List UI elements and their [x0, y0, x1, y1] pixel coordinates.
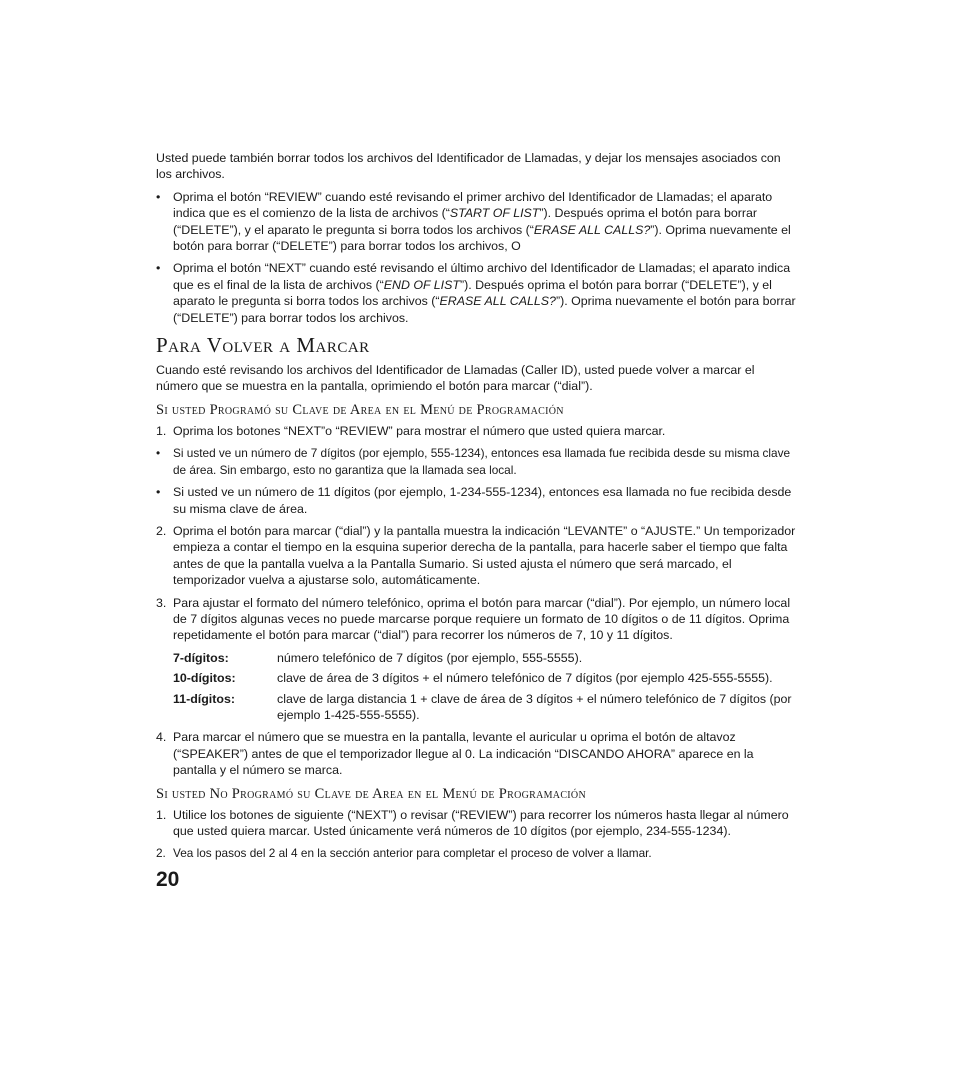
format-description: clave de área de 3 dígitos + el número telefónico de 7 dígitos (por ejemplo 425-555-5555).: [277, 671, 773, 686]
bullet-text: Oprima el botón “NEXT” cuando esté revisando el último archivo del Identificador de Llamadas; el aparato indica que es el final de la lista de archivos (“: [173, 261, 791, 292]
bullet-marker: •: [156, 189, 161, 204]
format-term: 7-dígitos:: [173, 650, 229, 665]
step-text: Oprima los botones “NEXT”o “REVIEW” para mostrar el número que usted quiera marcar.: [173, 423, 666, 438]
bullet-text: ”). Después oprima el botón para borrar (“DELETE”), y el aparato le pregunta si borra todos los archivos (“: [173, 277, 772, 309]
display-text: START OF LIST: [449, 206, 540, 221]
format-description: número telefónico de 7 dígitos (por ejemplo, 555-5555).: [277, 650, 583, 665]
step-number: 2.: [156, 846, 166, 861]
bullet-marker: •: [156, 261, 161, 276]
step-number: 4.: [156, 730, 167, 745]
step-text: Para ajustar el formato del número telefónico, oprima el botón para marcar (“dial”). Por ejemplo, un número local de 7 dígitos algunas veces no puede marcarse porque requiere un formato de 10 dígitos o de 11 dígitos. Oprima repetidamente el botón para marcar (“dial”) para recorrer los números de 7, 10 y 11 dígitos.: [173, 595, 791, 643]
step-1: [156, 423, 798, 439]
step-2-no-area: [156, 845, 798, 861]
bullet-text: ”). Oprima nuevamente el botón para borrar (“DELETE”) para borrar todos los archivos, O: [173, 222, 791, 254]
bullet-next-delete: [156, 260, 798, 326]
step-text: Oprima el botón para marcar (“dial”) y la pantalla muestra la indicación “LEVANTE” o “AJUSTE.” Un temporizador empieza a contar el tiempo en la esquina superior derecha de la pantalla, para hacerle saber el tiempo que falta antes de que la pantalla vuelva a la Pantalla Sumario. Si usted ajusta el número que será marcado, el temporizador vuelva a ajustarse solo, automáticamente.: [173, 523, 796, 588]
section-intro: Cuando esté revisando los archivos del Identificador de Llamadas (Caller ID), usted puede volver a marcar el número que se muestra en la pantalla, oprimiendo el botón para marcar (“dial”).: [156, 363, 755, 394]
step-2: [156, 523, 798, 589]
display-text: ERASE ALL CALLS?: [533, 222, 651, 237]
step-text: Vea los pasos del 2 al 4 en la sección anterior para completar el proceso de volver a llamar.: [173, 846, 652, 861]
step-text: Utilice los botones de siguiente (“NEXT”) o revisar (“REVIEW”) para recorrer los números hasta llegar al número que usted quiera marcar. Usted únicamente verá números de 10 dígitos (por ejemplo, 234-555-1234).: [173, 807, 789, 838]
format-term: 10-dígitos:: [173, 671, 236, 686]
step-4: [156, 729, 798, 778]
display-text: END OF LIST: [383, 277, 460, 292]
intro-paragraph: Usted puede también borrar todos los archivos del Identificador de Llamadas, y dejar los mensajes asociados con los archivos.: [156, 151, 781, 182]
format-11-digits: [173, 691, 798, 724]
bullet-text: Si usted ve un número de 7 dígitos (por ejemplo, 555-1234), entonces esa llamada fue recibida desde su misma clave de área. Sin embargo, esto no garantiza que la llamada sea local.: [173, 446, 791, 477]
digit-format-list: [173, 650, 798, 724]
subsection-title-not-programmed: Si usted No Programó su Clave de Area en el Menú de Programación: [156, 785, 586, 802]
step-number: 3.: [156, 595, 167, 610]
step-text: Para marcar el número que se muestra en la pantalla, levante el auricular u oprima el botón de altavoz (“SPEAKER”) antes de que el temporizador llegue al 0. La indicación “DISCANDO AHORA” aparece en la pantalla y el número se marca.: [173, 730, 754, 778]
display-text: ERASE ALL CALLS?: [439, 294, 556, 309]
step-1-no-area: [156, 807, 798, 840]
format-term: 11-dígitos:: [173, 691, 235, 706]
bullet-text: ”). Oprima nuevamente el botón para borrar (“DELETE”) para borrar todos los archivos.: [173, 294, 796, 325]
bullet-text: Si usted ve un número de 11 dígitos (por ejemplo, 1-234-555-1234), entonces esa llamada no fue recibida desde su misma clave de área.: [173, 485, 792, 516]
bullet-7-digits: [156, 445, 798, 478]
bullet-11-digits: [156, 484, 798, 517]
bullet-marker: •: [156, 485, 161, 500]
format-description: clave de larga distancia 1 + clave de área de 3 dígitos + el número telefónico de 7 dígitos (por ejemplo 1-425-555-5555).: [277, 691, 792, 722]
step-number: 2.: [156, 523, 167, 538]
bullet-text: Oprima el botón “REVIEW” cuando esté revisando el primer archivo del Identificador de Llamadas; el aparato indica que es el comienzo de la lista de archivos (“: [173, 189, 773, 221]
bullet-marker: •: [156, 446, 161, 461]
subsection-title-programmed: Si usted Programó su Clave de Area en el Menú de Programación: [156, 401, 564, 418]
section-title: Para Volver a Marcar: [156, 333, 370, 358]
bullet-review-delete: [156, 189, 798, 255]
step-number: 1.: [156, 423, 167, 438]
step-3: [156, 595, 798, 644]
format-7-digits: [173, 650, 798, 666]
manual-page: [156, 150, 798, 892]
step-number: 1.: [156, 807, 167, 822]
page-number: 20: [156, 867, 180, 891]
format-10-digits: [173, 670, 798, 686]
bullet-text: ”). Después oprima el botón para borrar (“DELETE”), y el aparato le pregunta si borra todos los archivos (“: [173, 206, 758, 237]
